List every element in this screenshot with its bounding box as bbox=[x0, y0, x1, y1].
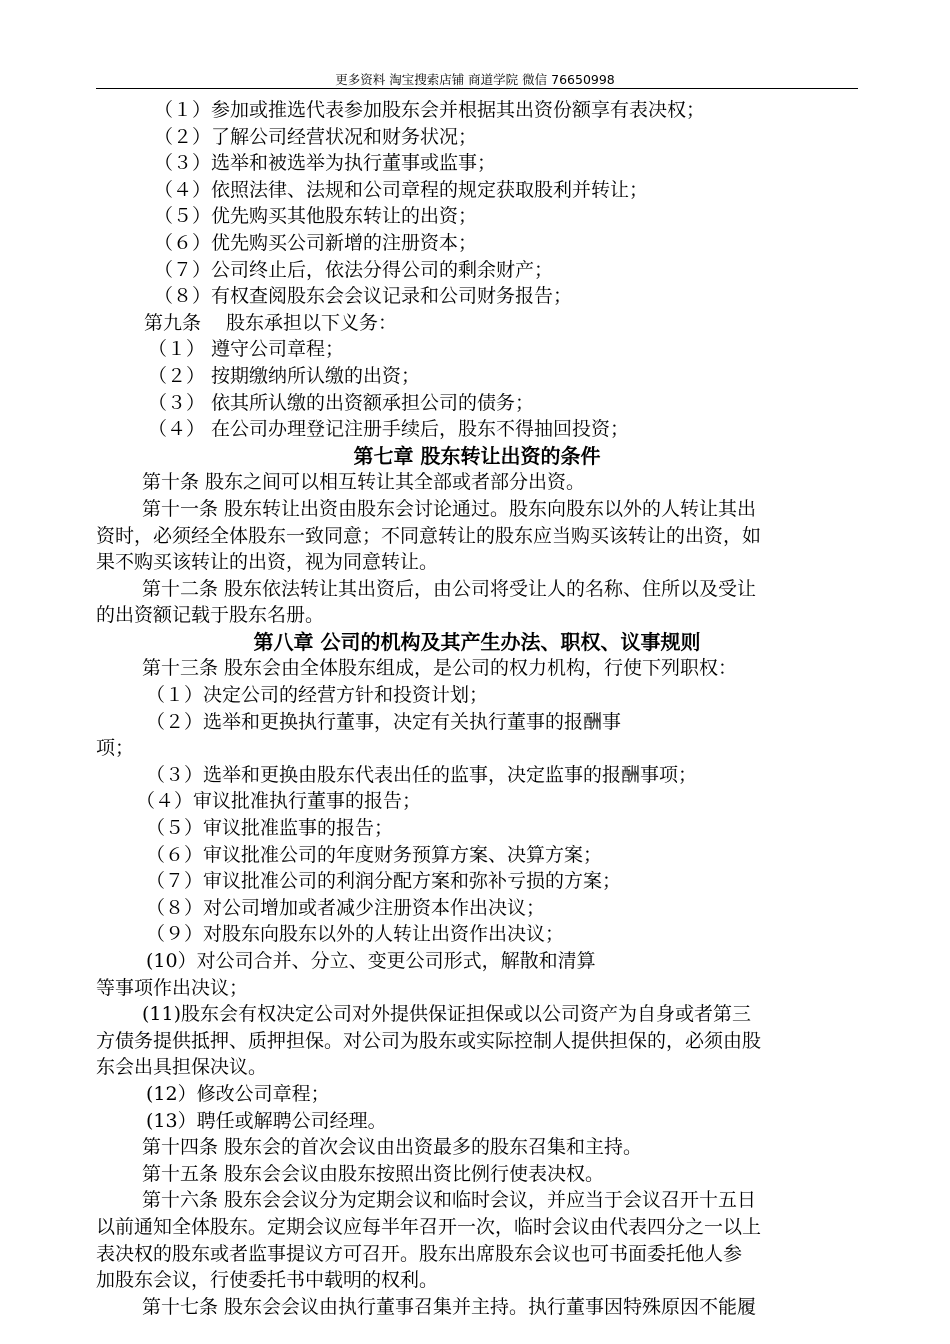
text-line: 第九条 股东承担以下义务： bbox=[144, 311, 398, 334]
text-line: （１）决定公司的经营方针和投资计划； bbox=[146, 684, 489, 707]
text-line: 东会出具担保决议。 bbox=[96, 1056, 268, 1079]
text-line: 等事项作出决议； bbox=[96, 976, 249, 999]
text-line: 项； bbox=[96, 737, 135, 760]
text-line: 表决权的股东或者监事提议方可召开。股东出席股东会议也可书面委托他人参 bbox=[96, 1242, 743, 1265]
text-line: 加股东会议，行使委托书中载明的权利。 bbox=[96, 1269, 439, 1292]
text-line: （４） 在公司办理登记注册手续后，股东不得抽回投资； bbox=[148, 418, 630, 441]
text-line: 第十五条 股东会会议由股东按照出资比例行使表决权。 bbox=[142, 1162, 605, 1185]
text-line: (12）修改公司章程； bbox=[146, 1082, 330, 1105]
page-header: 更多资料 淘宝搜索店铺 商道学院 微信 76650998 bbox=[335, 72, 615, 87]
text-line: （６）审议批准公司的年度财务预算方案、决算方案； bbox=[146, 843, 603, 866]
text-line: （６）优先购买公司新增的注册资本； bbox=[154, 231, 478, 254]
text-line: （５）优先购买其他股东转让的出资； bbox=[154, 205, 478, 228]
text-line: （９）对股东向股东以外的人转让出资作出决议； bbox=[146, 923, 565, 946]
text-line: 果不购买该转让的出资，视为同意转让。 bbox=[96, 551, 439, 574]
text-line: (13）聘任或解聘公司经理。 bbox=[146, 1109, 387, 1132]
text-line: 的出资额记载于股东名册。 bbox=[96, 604, 325, 627]
text-line: 资时，必须经全体股东一致同意；不同意转让的股东应当购买该转让的出资，如 bbox=[96, 524, 762, 547]
text-line: （８）有权查阅股东会会议记录和公司财务报告； bbox=[154, 285, 573, 308]
text-line: （５）审议批准监事的报告； bbox=[146, 817, 394, 840]
text-line: 第十三条 股东会由全体股东组成，是公司的权力机构，行使下列职权： bbox=[142, 657, 738, 680]
document-body bbox=[96, 97, 858, 1320]
text-line: （４）审议批准执行董事的报告； bbox=[136, 790, 422, 813]
header-rule bbox=[96, 88, 858, 89]
text-line: （２）选举和更换执行董事，决定有关执行董事的报酬事 bbox=[146, 710, 622, 733]
text-line: (11)股东会有权决定公司对外提供保证担保或以公司资产为自身或者第三 bbox=[142, 1003, 752, 1026]
text-line: （２）了解公司经营状况和财务状况； bbox=[154, 125, 478, 148]
text-line: (10）对公司合并、分立、变更公司形式，解散和清算 bbox=[146, 950, 596, 972]
text-line: （７）公司终止后，依法分得公司的剩余财产； bbox=[154, 258, 554, 281]
text-line: 第十七条 股东会会议由执行董事召集并主持。执行董事因特殊原因不能履 bbox=[142, 1295, 757, 1318]
text-line: （１） 遵守公司章程； bbox=[148, 338, 345, 361]
chapter-heading: 第七章 股东转让出资的条件 bbox=[353, 443, 601, 468]
text-line: （４）依照法律、法规和公司章程的规定获取股利并转让； bbox=[154, 178, 649, 201]
text-line: 方债务提供抵押、质押担保。对公司为股东或实际控制人提供担保的，必须由股 bbox=[96, 1029, 762, 1052]
text-line: 第十二条 股东依法转让其出资后，由公司将受让人的名称、住所以及受让 bbox=[142, 577, 757, 600]
text-line: （１）参加或推选代表参加股东会并根据其出资份额享有表决权； bbox=[154, 99, 706, 121]
text-line: 第十条 股东之间可以相互转让其全部或者部分出资。 bbox=[142, 471, 586, 494]
text-line: 第十四条 股东会的首次会议由出资最多的股东召集和主持。 bbox=[142, 1136, 643, 1159]
text-line: （８）对公司增加或者减少注册资本作出决议； bbox=[146, 896, 546, 919]
text-line: 以前通知全体股东。定期会议应每半年召开一次，临时会议由代表四分之一以上 bbox=[96, 1215, 762, 1238]
text-line: （３） 依其所认缴的出资额承担公司的债务； bbox=[148, 391, 535, 414]
text-line: 第十六条 股东会会议分为定期会议和临时会议，并应当于会议召开十五日 bbox=[142, 1189, 757, 1212]
text-line: （３）选举和被选举为执行董事或监事； bbox=[154, 152, 497, 175]
text-line: （３）选举和更换由股东代表出任的监事，决定监事的报酬事项； bbox=[146, 763, 698, 786]
text-line: 第十一条 股东转让出资由股东会讨论通过。股东向股东以外的人转让其出 bbox=[142, 497, 757, 520]
text-line: （２） 按期缴纳所认缴的出资； bbox=[148, 364, 421, 387]
text-line: （７）审议批准公司的利润分配方案和弥补亏损的方案； bbox=[146, 870, 622, 893]
chapter-heading: 第八章 公司的机构及其产生办法、职权、议事规则 bbox=[253, 629, 701, 654]
